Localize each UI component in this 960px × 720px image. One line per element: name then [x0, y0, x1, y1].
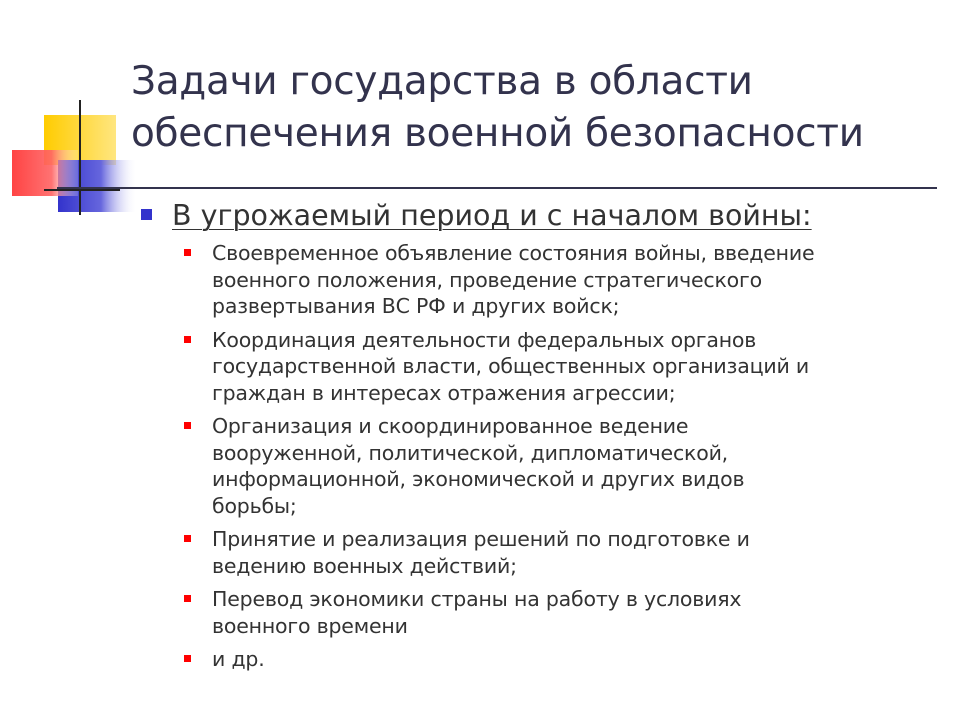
- list-item-text: военного времени: [212, 613, 408, 638]
- list-item-text: граждан в интересах отражения агрессии;: [212, 380, 676, 405]
- small-square-bullet-icon: [184, 422, 191, 429]
- main-heading: В угрожаемый период и с началом войны:: [172, 199, 812, 232]
- list-item: [212, 327, 930, 407]
- list-item: [212, 413, 930, 519]
- main-bullet-item: [140, 196, 930, 236]
- title-line: обеспечения военной безопасности: [131, 111, 864, 156]
- corner-decoration: [0, 0, 140, 230]
- list-item-text: вооруженной, политической, дипломатической,: [212, 440, 729, 465]
- list-item: [212, 526, 930, 579]
- list-item-text: информационной, экономической и других видов: [212, 467, 745, 491]
- list-item-text: Своевременное объявление состояния войны, введение: [212, 241, 815, 265]
- small-square-bullet-icon: [184, 535, 191, 542]
- title-line: Задачи государства в области: [131, 59, 753, 104]
- list-item-text: ведению военных действий;: [212, 553, 517, 578]
- list-item: [212, 586, 930, 639]
- list-item-text: борьбы;: [212, 493, 297, 518]
- small-square-bullet-icon: [184, 595, 191, 602]
- list-item-text: Организация и скоординированное ведение: [212, 414, 689, 438]
- list-item-text: военного положения, проведение стратегического: [212, 267, 762, 292]
- small-square-bullet-icon: [184, 249, 191, 256]
- list-item-text: Координация деятельности федеральных органов: [212, 327, 757, 352]
- list-item-text: и др.: [212, 647, 265, 671]
- sub-bullet-list: [140, 240, 930, 673]
- title-underline: [57, 187, 937, 189]
- list-item-text: Принятие и реализация решений по подготовке и: [212, 527, 750, 551]
- list-item-text: развертывания ВС РФ и других войск;: [212, 294, 620, 318]
- slide-content: [140, 196, 930, 680]
- list-item-text: Перевод экономики страны на работу в условиях: [212, 587, 742, 611]
- small-square-bullet-icon: [184, 655, 191, 662]
- list-item: [212, 646, 930, 673]
- square-bullet-icon: [141, 209, 152, 220]
- list-item: [212, 240, 930, 320]
- slide-title: [131, 56, 941, 160]
- list-item-text: государственной власти, общественных организаций и: [212, 354, 810, 378]
- small-square-bullet-icon: [184, 336, 191, 343]
